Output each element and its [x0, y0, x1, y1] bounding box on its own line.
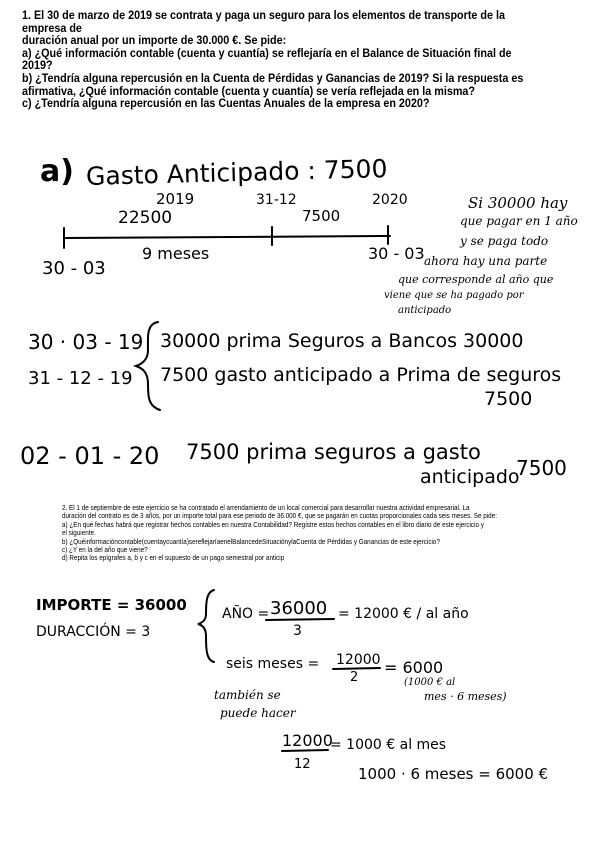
- side-note-line: que corresponde al año que: [398, 273, 554, 286]
- timeline-date-31-12: 31-12: [256, 192, 297, 208]
- entry-text: 30000 prima Seguros a Bancos 30000: [160, 330, 524, 352]
- mes-numerator: 12000: [282, 731, 333, 750]
- exercise-2-line: 2. El 1 de septiembre de este ejercicio se ha contratado el arrendamiento de un local comercial para desarrollar nuestra actividad empresarial. La: [62, 503, 470, 512]
- exercise-2-line: duración del contrato es de 3 años, por un importe total para ese periodo de 36.000 €, que se pagarán en cuotas proporcionales cada seis meses. Se pide:: [62, 511, 497, 521]
- side-note-line: viene que se ha pagado por: [384, 290, 524, 301]
- exercise-2-line: a) ¿En qué fechas habrá que registrar hechos contables en nuestra Contabilidad? Registre estos hechos contables en el libro diario de este ejercicio y: [62, 519, 484, 529]
- seis-result: = 6000: [384, 658, 444, 677]
- exercise-1-line: c) ¿Tendría alguna repercusión en las Cuentas Anuales de la empresa en 2020?: [22, 97, 430, 111]
- timeline-amount-right: 7500: [302, 207, 341, 225]
- entry-date: 31 - 12 - 19: [28, 368, 133, 389]
- timeline-months: 9 meses: [142, 244, 210, 263]
- final-calculation: 1000 · 6 meses = 6000 €: [358, 765, 549, 783]
- exercise-1-line: a) ¿Qué información contable (cuenta y cuantía) se reflejaría en el Balance de Situación final de 2019?: [22, 46, 512, 73]
- ano-result: = 12000 € / al año: [338, 606, 469, 622]
- side-note-line: y se paga todo: [460, 234, 549, 248]
- answer-a-heading: Gasto Anticipado : 7500: [85, 154, 388, 191]
- fraction-bar-seis: [333, 668, 380, 669]
- timeline-amount-left: 22500: [118, 208, 173, 228]
- entry-date: 30 · 03 - 19: [28, 330, 144, 354]
- side-note-line: Si 30000 hay: [468, 194, 568, 212]
- seis-numerator: 12000: [336, 652, 381, 668]
- fraction-bar-mes: [282, 750, 328, 751]
- exercise-2-statement: [62, 504, 518, 563]
- exercise-2-line: c) ¿Y en la del año que viene?: [62, 545, 148, 555]
- exercise-1-line: afirmativa, ¿Qué información contable (cuenta y cuantía) se vería reflejada en la misma?: [22, 84, 476, 98]
- answer-a-label: a): [40, 154, 74, 189]
- ano-label: AÑO =: [222, 606, 270, 622]
- exercise-1-line: duración anual por un importe de 30.000 €. Se pide:: [22, 34, 287, 48]
- side-note-line: que pagar en 1 año: [460, 214, 578, 228]
- entry-text: 7500 prima seguros a gasto: [186, 440, 481, 464]
- seis-note: (1000 € al: [404, 677, 456, 688]
- seis-denominator: 2: [350, 670, 359, 685]
- tambien-note: puede hacer: [220, 706, 296, 720]
- side-note-line: ahora hay una parte: [424, 254, 548, 268]
- ano-numerator: 36000: [270, 598, 328, 619]
- entry-date: 02 - 01 - 20: [20, 442, 160, 470]
- exercise-1-line: 1. El 30 de marzo de 2019 se contrata y paga un seguro para los elementos de transporte de la empresa de: [22, 9, 505, 35]
- timeline-start-date: 30 - 03: [42, 258, 106, 279]
- mes-result: = 1000 € al mes: [330, 737, 447, 753]
- seis-note: mes · 6 meses): [424, 690, 507, 703]
- importe-value: IMPORTE = 36000: [36, 596, 187, 614]
- fraction-bar-ano: [266, 619, 334, 620]
- exercise-2-line: el siguiente.: [62, 528, 96, 538]
- seis-meses-label: seis meses =: [226, 656, 320, 672]
- timeline-axis: [64, 236, 390, 238]
- exercise-2-line: b) ¿Quéinformacióncontable(cuentaycuantía)sereflejaríaenelBalancedeSituaciónylaCuenta de Pérdidas y Ganancias de este ejercicio?: [62, 536, 440, 546]
- ano-denominator: 3: [293, 623, 302, 639]
- entry-text: 7500 gasto anticipado a Prima de seguros: [160, 364, 562, 386]
- exercise-2-line: d) Repita los epígrafes a, b y c en el supuesto de un pago semestral por anticip: [62, 553, 285, 563]
- timeline-year-2020: 2020: [372, 192, 408, 208]
- duracion-value: DURACCIÓN = 3: [36, 624, 151, 640]
- entry-amount: 7500: [516, 456, 567, 480]
- entry-text-continued: anticipado: [420, 466, 520, 488]
- mes-denominator: 12: [294, 757, 311, 772]
- tambien-note: también se: [214, 688, 281, 702]
- exercise-1-line: b) ¿Tendría alguna repercusión en la Cuenta de Pérdidas y Ganancias de 2019? Si la respuesta es: [22, 71, 524, 85]
- entry-amount: 7500: [484, 388, 533, 410]
- timeline-year-2019: 2019: [156, 190, 195, 208]
- brace-importe: [198, 590, 214, 662]
- timeline-end-date: 30 - 03: [368, 244, 425, 263]
- side-note-line: anticipado: [398, 305, 452, 316]
